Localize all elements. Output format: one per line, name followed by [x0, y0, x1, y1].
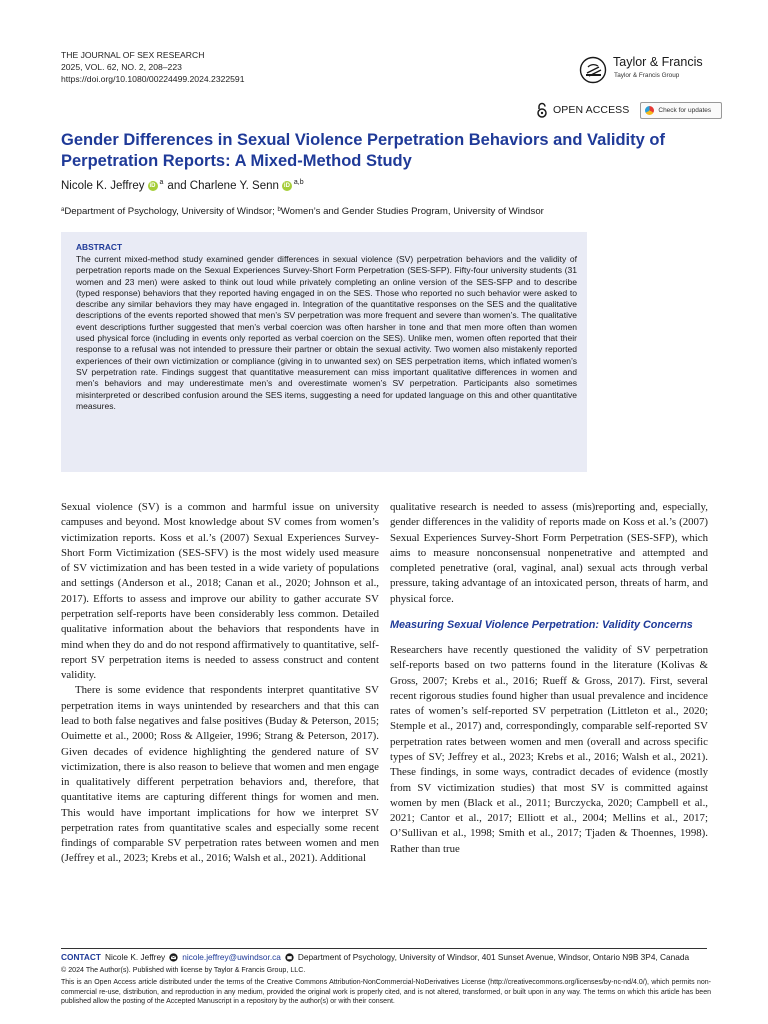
paragraph: There is some evidence that respondents interpret quantitative SV perpetration items in ways unintended by researchers and that this can lead to both false negatives and false positives (Buday & Peterson, 2015; Ouimette et al., 2000; Ross & Allgeier, 1996; Strang & Peterson, 2017). Given decades of evidence highlighting the gendered nature of SV victimization, there is also reason to believe that women and men engage in qualitatively different perpetration behaviors and, therefore, that quantitative items are capturing different things for women and men. This would have important implications for how we interpret SV perpetration rates from quantitative scales and especially some recent findings of comparable SV perpetration rates between women and men (Jeffrey et al., 2023; Krebs et al., 2016; Walsh et al., 2021). Additional	[61, 684, 379, 865]
contact-name: Nicole K. Jeffrey	[104, 952, 166, 962]
author-2-name[interactable]: and Charlene Y. Senn	[167, 180, 279, 192]
abstract-heading: ABSTRACT	[76, 242, 123, 252]
abstract-box	[61, 232, 587, 472]
journal-issue: 2025, VOL. 62, NO. 2, 208–223	[61, 62, 182, 72]
address-icon	[285, 953, 294, 962]
author-2-affil-mark: a,b	[293, 178, 304, 186]
affil-a-mark: a	[61, 207, 65, 213]
open-access-row	[536, 100, 722, 120]
doi-link[interactable]: https://doi.org/10.1080/00224499.2024.2322591	[61, 74, 245, 84]
contact-email-link[interactable]: nicole.jeffrey@uwindsor.ca	[182, 952, 281, 962]
check-updates-button[interactable]	[640, 102, 722, 119]
license-notice: This is an Open Access article distributed under the terms of the Creative Commons Attribution-NonCommercial-NoDerivatives License (http://creativecommons.org/licenses/by-nc-nd/4.0/), which permits non-commercial re-use, distribution, and reproduction in any medium, provided the original work is properly cited, and is not altered, transformed, or built upon in any way. The terms on which this article has been published allow the posting of the Accepted Manuscript in a repository by the author(s) or with their consent.	[61, 979, 711, 1006]
open-access-lock-icon	[536, 102, 548, 118]
email-icon	[169, 953, 178, 962]
paragraph: Researchers have recently questioned the validity of SV perpetration self-reports based on two patterns found in the literature (Kolivas & Gross, 2007; Krebs et al., 2016; Rueff & Gross, 2017). First, several recent rigorous studies found higher than usual prevalence and incidence rates of women’s self-reported SV perpetration (Littleton et al., 2020; Stemple et al., 2017) and, correspondingly, comparable self-reported SV perpetration rates between women and men (overall and across specific types of SV; Jeffrey et al., 2023; Krebs et al., 2016; Walsh et al., 2021). These findings, in some ways, contradict decades of evidence (mostly from SV victimization studies) that most SV is committed against women by men (Black et al., 2011; Burczycka, 2020; Campbell et al., 2021; Cantor et al., 2017; Elliott et al., 2004; Mellins et al., 2017; O’Sullivan et al., 1998; Smith et al., 2017; Tjaden & Thoennes, 1998). Rather than true	[390, 643, 708, 855]
publisher-name: Taylor & Francis	[613, 55, 703, 69]
paragraph: qualitative research is needed to assess (mis)reporting and, especially, gender differences in the validity of reports made on Koss et al.’s (2007) Sexual Experiences Survey-Short Form Perpetration (SES-SFP), which aims to measure nonconsensual nonpenetrative and attempted and completed penetrative (oral, vaginal, anal) sexual acts through verbal pressure, taking advantage of an intoxicated person, threats of harm, and physical force.	[390, 501, 708, 605]
journal-name: THE JOURNAL OF SEX RESEARCH	[61, 50, 205, 60]
check-updates-icon	[645, 106, 654, 115]
contact-address: Department of Psychology, University of Windsor, 401 Sunset Avenue, Windsor, Ontario N9B 3P4, Canada	[297, 952, 690, 962]
footer-divider	[61, 948, 707, 949]
body-column-right	[390, 500, 708, 857]
affil-b: Women’s and Gender Studies Program, University of Windsor	[280, 206, 544, 217]
section-heading: Measuring Sexual Violence Perpetration: Validity Concerns	[390, 618, 693, 631]
affil-b-mark: b	[277, 207, 281, 213]
paragraph: Sexual violence (SV) is a common and harmful issue on university campuses and beyond. Most knowledge about SV comes from women’s victimization reports. Koss et al.’s (2007) Sexual Experiences Survey-Short Form Victimization (SES-SFV) is the most widely used measure of SV victimization and has been tested in a wide variety of populations and settings (Anderson et al., 2018; Canan et al., 2020; Johnson et al., 2017). Efforts to assess and improve our ability to gather accurate SV perpetration self-reports have been considerably less common. Detailed qualitative information about the behaviors that respondents have in mind when they do and do not respond affirmatively to quantitative, self-report SV perpetration items is needed to assess construct and content validity.	[61, 501, 379, 682]
copyright-notice: © 2024 The Author(s). Published with license by Taylor & Francis Group, LLC.	[61, 966, 306, 974]
contact-line	[61, 952, 689, 962]
article-title: Gender Differences in Sexual Violence Perpetration Behaviors and Validity of Perpetration Reports: A Mixed-Method Study	[61, 131, 665, 170]
open-access-label: OPEN ACCESS	[553, 104, 630, 116]
orcid-icon[interactable]: iD	[149, 183, 156, 189]
affiliations	[61, 206, 544, 217]
publisher-logo	[579, 52, 719, 86]
tf-logo-icon	[579, 56, 609, 84]
contact-label: CONTACT	[61, 952, 101, 962]
check-updates-label: Check for updates	[658, 106, 712, 114]
author-1-affil-mark: a	[159, 178, 164, 186]
body-column-left	[61, 500, 379, 867]
abstract-text: The current mixed-method study examined gender differences in sexual violence (SV) perpetration behaviors and the validity of perpetration reports made on the Sexual Experiences Survey-Short Form Perpetration (SES-SFP). Fifty-four university students (31 women and 23 men) were asked to think out loud while privately completing an online version of the SES-SFP and to describe (typed response) behaviors that they reported having engaged in on the SES. Those who reported no such behavior were asked to describe any similar behaviors they may have engaged in. Integration of the quantitative responses on the SES and the qualitative descriptions of the events reported showed that men’s SV perpetration was more frequent and severe than women’s. The qualitative event descriptions further suggested that men’s verbal coercion was often harsher in tone and that men more often than women used physical force (including in events only reported as verbal coercion on the SES). Unlike men, women often reported that their response to a refusal was not intended to pressure their partner or obtain the sexual activity. Two women also mistakenly reported experiences of their own victimization or compliance (giving in to unwanted sex) on SES perpetration items, which inflated women’s SV perpetration rate. Findings suggest that quantitative measurement can miss important qualitative differences in women and men’s behaviors and may underestimate men’s and overestimate women’s SV perpetration. Participants also sometimes misinterpreted or described confusion around the SES items, suggesting a need for updated language on this and other quantitative measures.	[76, 254, 577, 411]
journal-info	[61, 49, 245, 85]
orcid-icon[interactable]: iD	[283, 183, 290, 189]
publisher-subtitle: Taylor & Francis Group	[614, 72, 680, 79]
author-line	[61, 180, 304, 192]
author-1-name[interactable]: Nicole K. Jeffrey	[61, 180, 145, 192]
affil-a: Department of Psychology, University of Windsor;	[64, 206, 278, 217]
